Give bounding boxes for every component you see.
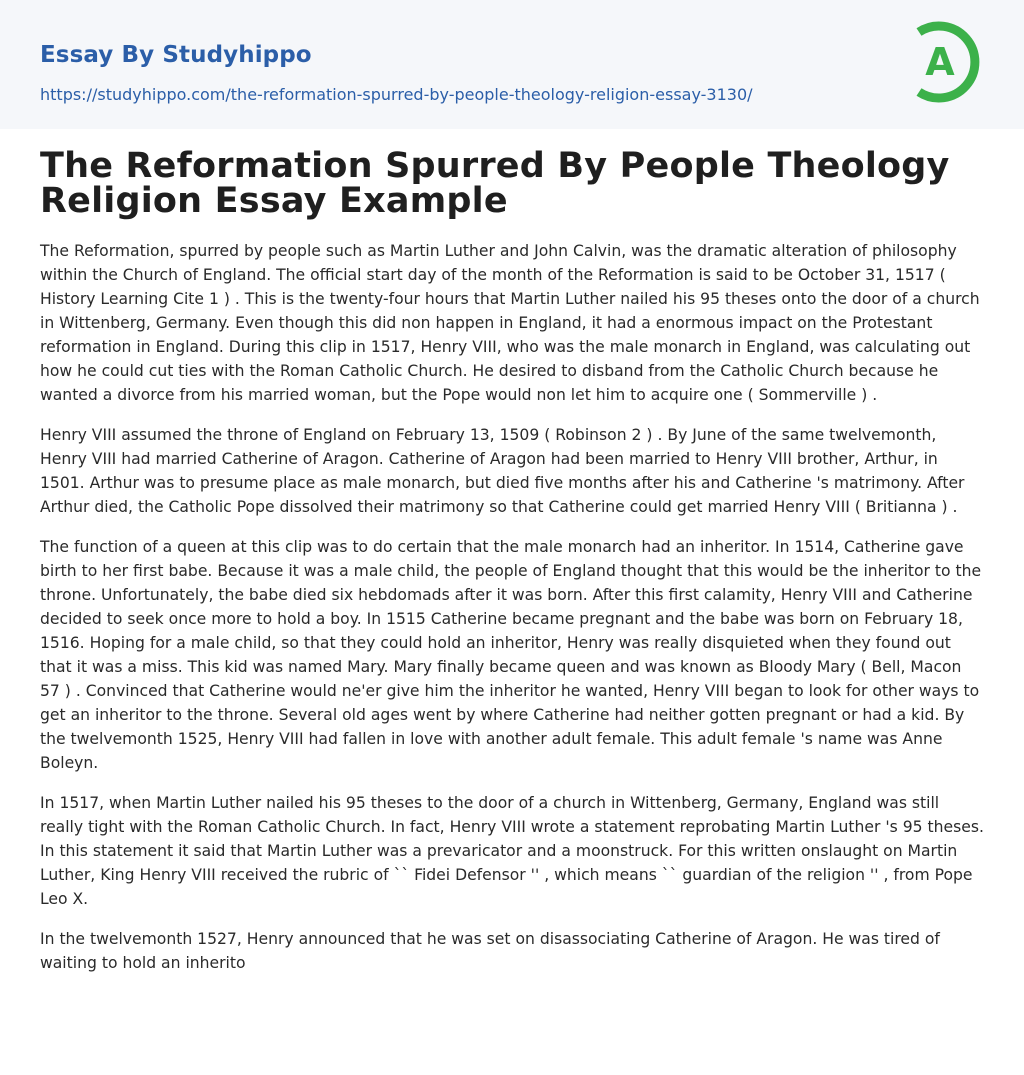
article-paragraph-4: In 1517, when Martin Luther nailed his 95 theses to the door of a church in Wittenberg, Germany, England was still really tight with the Roman Catholic Church. In fact, Henry VIII wrote a statement reprobating Martin Luther 's 95 theses. In this statement it said that Martin Luther was a prevaricator and a moonstruck. For this written onslaught on Martin Luther, King Henry VIII received the rubric of `` Fidei Defensor '' , which means `` guardian of the religion '' , from Pope Leo X. (40, 794, 984, 908)
page-url-link[interactable]: https://studyhippo.com/the-reformation-spurred-by-people-theology-religion-essay-3130/ (40, 85, 753, 104)
site-header (0, 0, 1024, 129)
site-brand[interactable]: Essay By Studyhippo (40, 42, 312, 68)
article (0, 146, 1024, 975)
article-paragraph-3: The function of a queen at this clip was to do certain that the male monarch had an inheritor. In 1514, Catherine gave birth to her first babe. Because it was a male child, the people of England thought that this would be the inheritor to the throne. Unfortunately, the babe died six hebdomads after it was born. After this first calamity, Henry VIII and Catherine decided to seek once more to hold a boy. In 1515 Catherine became pregnant and the babe was born on February 18, 1516. Hoping for a male child, so that they could hold an inheritor, Henry was really disquieted when they found out that it was a miss. This kid was named Mary. Mary finally became queen and was known as Bloody Mary ( Bell, Macon 57 ) . Convinced that Catherine would ne'er give him the inheritor he wanted, Henry VIII began to look for other ways to get an inheritor to the throne. Several old ages went by where Catherine had neither gotten pregnant or had a kid. By the twelvemonth 1525, Henry VIII had fallen in love with another adult female. This adult female 's name was Anne Boleyn. (40, 538, 982, 772)
article-paragraph-1: The Reformation, spurred by people such as Martin Luther and John Calvin, was the dramatic alteration of philosophy within the Church of England. The official start day of the month of the Reformation is said to be October 31, 1517 ( History Learning Cite 1 ) . This is the twenty-four hours that Martin Luther nailed his 95 theses onto the door of a church in Wittenberg, Germany. Even though this did non happen in England, it had a enormous impact on the Protestant reformation in England. During this clip in 1517, Henry VIII, who was the male monarch in England, was calculating out how he could cut ties with the Roman Catholic Church. He desired to disband from the Catholic Church because he wanted a divorce from his married woman, but the Pope would non let him to acquire one ( Sommerville ) . (40, 242, 980, 404)
article-paragraph-5: In the twelvemonth 1527, Henry announced that he was set on disassociating Catherine of Aragon. He was tired of waiting to hold an inherito (40, 930, 940, 972)
logo-letter: A (925, 40, 955, 84)
studyhippo-logo-icon[interactable] (907, 17, 987, 107)
article-paragraph-2: Henry VIII assumed the throne of England on February 13, 1509 ( Robinson 2 ) . By June of the same twelvemonth, Henry VIII had married Catherine of Aragon. Catherine of Aragon had been married to Henry VIII brother, Arthur, in 1501. Arthur was to presume place as male monarch, but died five months after his and Catherine 's matrimony. After Arthur died, the Catholic Pope dissolved their matrimony so that Catherine could get married Henry VIII ( Britianna ) . (40, 426, 965, 516)
article-title: The Reformation Spurred By People Theology Religion Essay Example (40, 146, 950, 221)
